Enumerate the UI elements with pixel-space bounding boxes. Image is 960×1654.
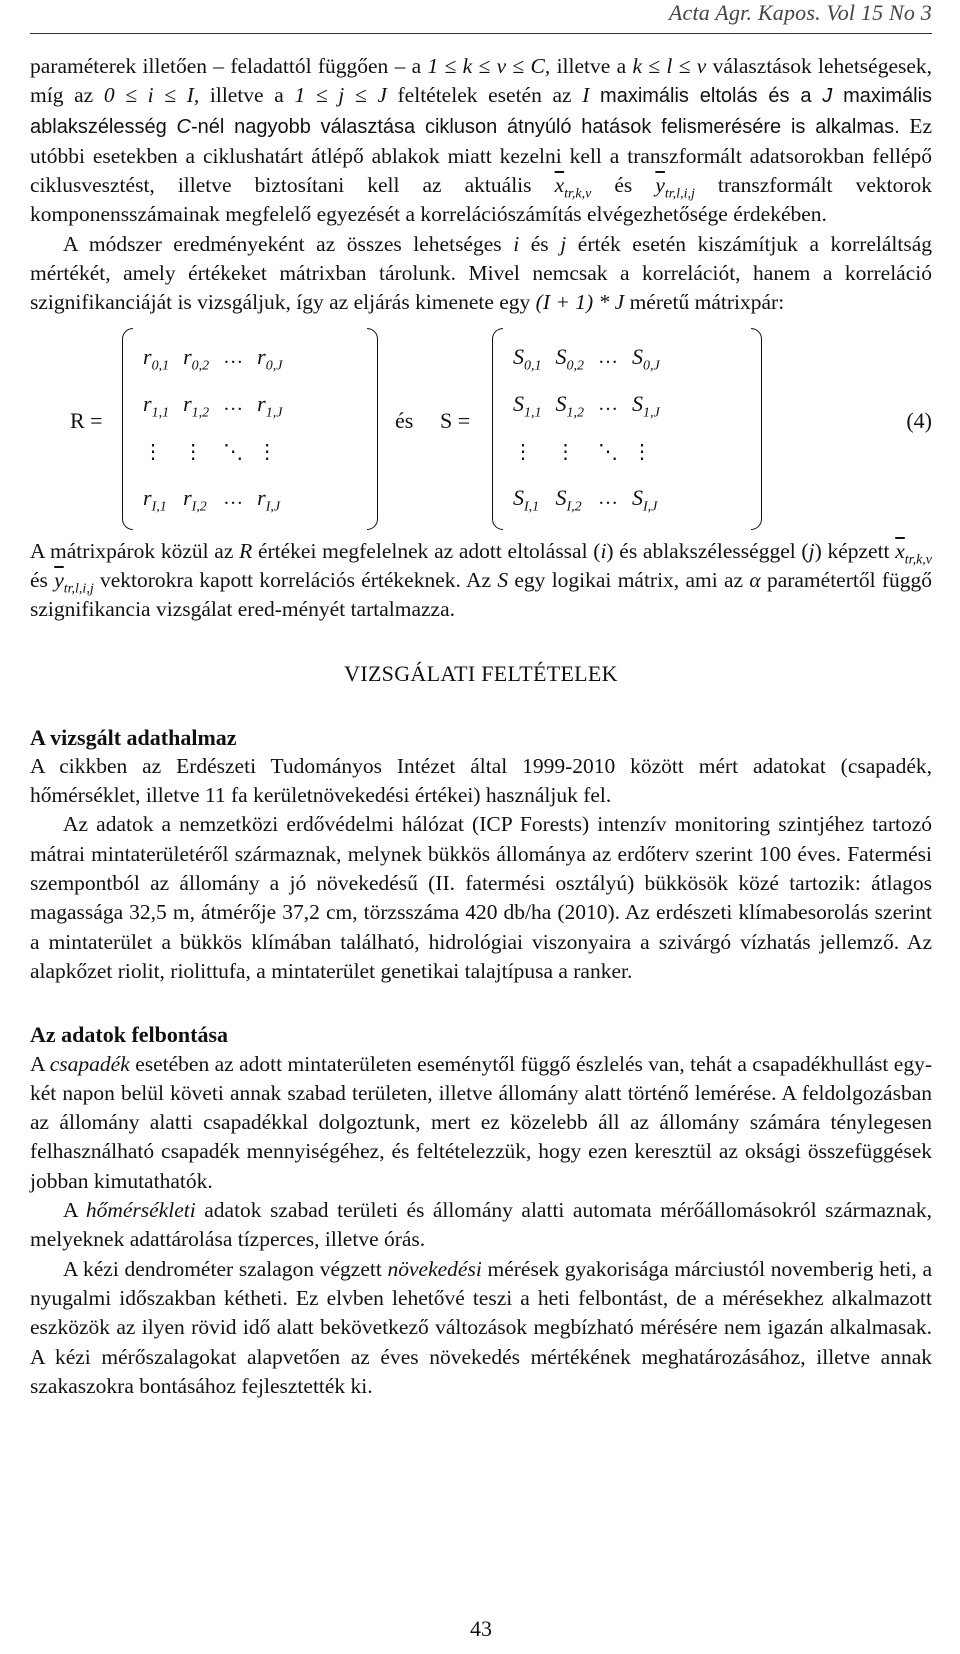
- matrix-s-cell: $S_{1,2}$: [555, 391, 584, 421]
- matrix-s-cell: $S_{I,1}$: [513, 485, 540, 515]
- matrix-s-cell: $S_{0,2}$: [555, 344, 584, 374]
- s-label: S =: [440, 407, 471, 433]
- matrix-r: [122, 328, 378, 533]
- matrix-r-cell: $r_{0,2}$: [183, 344, 210, 374]
- matrix-r-cell: $r_{0,J}$: [257, 344, 283, 374]
- matrix-r-row: [136, 475, 289, 522]
- condition-i: 0 ≤ i ≤ I,: [103, 83, 200, 108]
- matrix-r-cell: $r_{1,2}$: [183, 391, 210, 421]
- matrix-s-row: [506, 334, 667, 381]
- matrix-r-row: [136, 428, 289, 475]
- paragraph-parameters: paraméterek illetően – feladattól függően – a 1 ≤ k ≤ v ≤ C, illetve a k ≤ l ≤ v választások lehetségesek, míg az 0 ≤ i ≤ I, illetve a 1 ≤ j ≤ J feltételek esetén az I maximális eltolás és a J maximális ablakszélesség C-nél nagyobb választása cikluson átnyúló hatások felismerésére is alkalmas. Ez utóbbi esetekben a ciklushatárt átlépő ablakok miatt kezelni kell a transzformált adatsorokban fellépő ciklusvesztést, illetve biztosítani kell az aktuális $\overline{x}_{tr,k,v}$ és $\overline{y}_{tr,l,i,j}$ transzformált vektorok komponensszámainak megfelelő egyezését a korrelációszámítás elvégezhetősége érdekében.: [30, 54, 933, 227]
- matrix-s: [492, 328, 762, 533]
- subsection-title-dataset: A vizsgált adathalmaz: [30, 724, 237, 750]
- condition-k-l-v: k ≤ l ≤ v: [632, 54, 707, 78]
- matrix-s-cell: $S_{1,1}$: [513, 391, 542, 421]
- matrix-s-grid: [506, 334, 667, 522]
- vector-y: $\overline{y}_{tr,l,i,j}$: [655, 173, 695, 202]
- matrix-s-cell: ⋮: [632, 440, 652, 463]
- matrix-r-cell: …: [223, 392, 244, 415]
- paragraph-matrix-meaning: A mátrixpárok közül az R értékei megfelelnek az adott eltolással (i) és ablakszélességgel (j) képzett $\overline{x}_{tr,k,v}$ és $\overline{y}_{tr,l,i,j}$ vektorokra kapott korrelációs értékeknek. Az S egy logikai mátrix, ami az α paramétertől függő szignifikancia vizsgálat ered-ményét tartalmazza.: [30, 538, 933, 622]
- matrix-s-cell: …: [598, 486, 618, 509]
- sans-text-run: maximális eltolás és a J maximális ablakszélesség C-nél nagyobb választása cikluson átnyúló hatások felismerésére is alkalmas.: [30, 85, 933, 138]
- and-label: és: [395, 407, 414, 433]
- matrix-r-cell: ⋱: [223, 440, 244, 463]
- matrix-s-row: [506, 381, 667, 428]
- equation-4: [30, 328, 932, 533]
- matrix-dimension: (I + 1) * J: [535, 290, 625, 315]
- paragraph-temperature: A hőmérsékleti adatok szabad területi és állomány alatti automata mérőállomásokról származnak, melyeknek adattárolása tízperces, illetve órás.: [30, 1198, 933, 1252]
- matrix-r-cell: $r_{I,1}$: [143, 485, 167, 515]
- paragraph-precipitation: A csapadék esetében az adott mintaterületen eseménytől függő észlelés van, tehát a csapadékhullást egy-két napon belül követi annak szabad területen, illetve állomány alatt történő lemérése. A feldolgozásban az állomány alatti csapadékkal dolgoztunk, mert ez közelebb áll az állomány számára ténylegesen felhasználható csapadék mennyiségéhez, és feltételezzük, hogy ezen keresztül az oksági összefüggések jobban kimutathatók.: [30, 1051, 933, 1193]
- matrix-r-row: [136, 334, 289, 381]
- paragraph-method: A módszer eredményeként az összes lehetséges i és j érték esetén kiszámítjuk a korreláltság mértékét, amely értékeket mátrixban tárolunk. Mivel nemcsak a korrelációt, hanem a korreláció szignifikanciáját is vizsgáljuk, így az eljárás kimenete egy (I + 1) * J méretű mátrixpár:: [30, 231, 933, 315]
- matrix-s-cell: $S_{I,2}$: [555, 485, 582, 515]
- header-rule: [30, 33, 932, 34]
- matrix-s-cell: …: [598, 392, 618, 415]
- matrix-s-row: [506, 475, 667, 522]
- vector-x: $\overline{x}_{tr,k,v}$: [554, 173, 592, 202]
- matrix-r-cell: $r_{I,J}$: [257, 485, 281, 515]
- matrix-r-cell: ⋮: [183, 440, 204, 463]
- page-body: [30, 52, 932, 1401]
- vector-x-2: $\overline{x}_{tr,k,v}$: [895, 538, 932, 567]
- matrix-s-row: [506, 428, 667, 475]
- paragraph-dataset-2: Az adatok a nemzetközi erdővédelmi hálózat (ICP Forests) intenzív monitoring szintjéhez tartozó mátrai mintaterületéről származnak, melynek bükkös állománya az erdőterv szerint 100 éves. Fatermési szempontból az állomány a jó növekedésű (II. fatermési osztályú) bükkösök közé tartozik: átlagos magassága 32,5 m, átmérője 37,2 cm, törzsszáma 420 db/ha (2010). Az erdészeti klímabesorolás szerint a mintaterület a bükkös klímában található, hidrológiai viszonyaira a szivárgó vízhatás jellemző. Az alapkőzet riolit, riolittufa, a mintaterület genetikai talajtípusa a ranker.: [30, 812, 932, 983]
- condition-k-v-c: 1 ≤ k ≤ v ≤ C,: [427, 54, 551, 78]
- page-number: 43: [470, 1616, 492, 1641]
- matrix-s-cell: $S_{1,J}$: [632, 391, 660, 421]
- matrix-r-cell: …: [223, 486, 244, 509]
- matrix-s-cell: ⋱: [598, 440, 618, 463]
- condition-j: 1 ≤ j ≤ J: [294, 83, 387, 108]
- equation-number: (4): [906, 407, 932, 433]
- matrix-s-cell: $S_{0,J}$: [632, 344, 660, 374]
- paragraph-dataset-1: A cikkben az Erdészeti Tudományos Intézet által 1999-2010 között mért adatokat (csapadék, hőmérséklet, illetve 11 fa kerületnövekedési értékei) használjuk fel.: [30, 753, 932, 808]
- matrix-s-cell: $S_{0,1}$: [513, 344, 542, 374]
- vector-y-2: $\overline{y}_{tr,l,i,j}$: [54, 567, 94, 597]
- matrix-r-cell: $r_{0,1}$: [143, 344, 170, 374]
- section-title: VIZSGÁLATI FELTÉTELEK: [344, 660, 618, 686]
- matrix-r-row: [136, 381, 289, 428]
- matrix-s-cell: $S_{I,J}$: [632, 485, 658, 515]
- r-label: R =: [70, 407, 103, 433]
- matrix-r-cell: $r_{1,1}$: [143, 391, 170, 421]
- matrix-s-cell: …: [598, 345, 618, 368]
- matrix-s-cell: ⋮: [555, 440, 576, 463]
- matrix-r-cell: ⋮: [143, 440, 163, 463]
- matrix-r-cell: …: [223, 345, 244, 368]
- matrix-r-cell: $r_{1,J}$: [257, 391, 283, 421]
- matrix-r-grid: [136, 334, 289, 522]
- paragraph-growth: A kézi dendrométer szalagon végzett növekedési mérések gyakorisága márciustól novemberig heti, a nyugalmi időszakban kétheti. Ez elvben lehetővé teszi a heti felbontást, de a mérésekhez alkalmazott eszközök az ilyen rövid idő alatt bekövetkező változások megbízható mérésére nem igazán alkalmasak. A kézi mérőszalagokat alapvetően az éves növekedés mértékének meghatározásához, illetve annak szakaszokra bontásához fejlesztették ki.: [30, 1256, 933, 1398]
- matrix-s-cell: ⋮: [513, 440, 533, 463]
- matrix-r-cell: $r_{I,2}$: [183, 485, 207, 515]
- running-header: Acta Agr. Kapos. Vol 15 No 3: [668, 0, 932, 25]
- subsection-title-resolution: Az adatok felbontása: [30, 1022, 229, 1048]
- matrix-r-cell: ⋮: [257, 440, 278, 463]
